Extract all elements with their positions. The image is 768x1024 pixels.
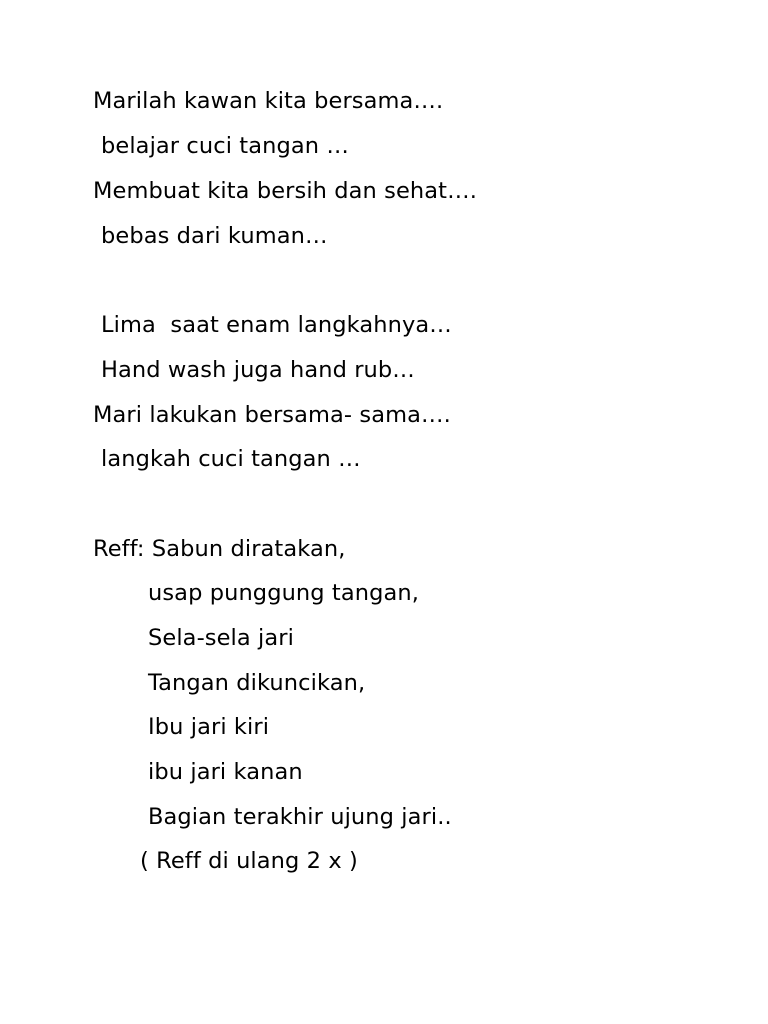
reff-heading-line: Reff: Sabun diratakan, [93,536,346,562]
lyric-line: langkah cuci tangan … [101,446,361,472]
reff-line: Tangan dikuncikan, [148,670,366,696]
reff-line: Ibu jari kiri [148,714,270,740]
reff-line: Bagian terakhir ujung jari.. [148,804,452,830]
lyric-line: Hand wash juga hand rub… [101,357,415,383]
lyric-line: Membuat kita bersih dan sehat…. [93,178,477,204]
lyric-line: Marilah kawan kita bersama…. [93,88,444,114]
reff-line: Sela-sela jari [148,625,294,651]
reff-line: usap punggung tangan, [148,580,419,606]
reff-repeat-note: ( Reff di ulang 2 x ) [140,848,358,874]
lyric-line: Mari lakukan bersama- sama…. [93,402,451,428]
lyric-line: bebas dari kuman… [101,223,328,249]
lyric-line: belajar cuci tangan … [101,133,349,159]
lyric-line: Lima saat enam langkahnya… [101,312,452,338]
reff-line: ibu jari kanan [148,759,303,785]
